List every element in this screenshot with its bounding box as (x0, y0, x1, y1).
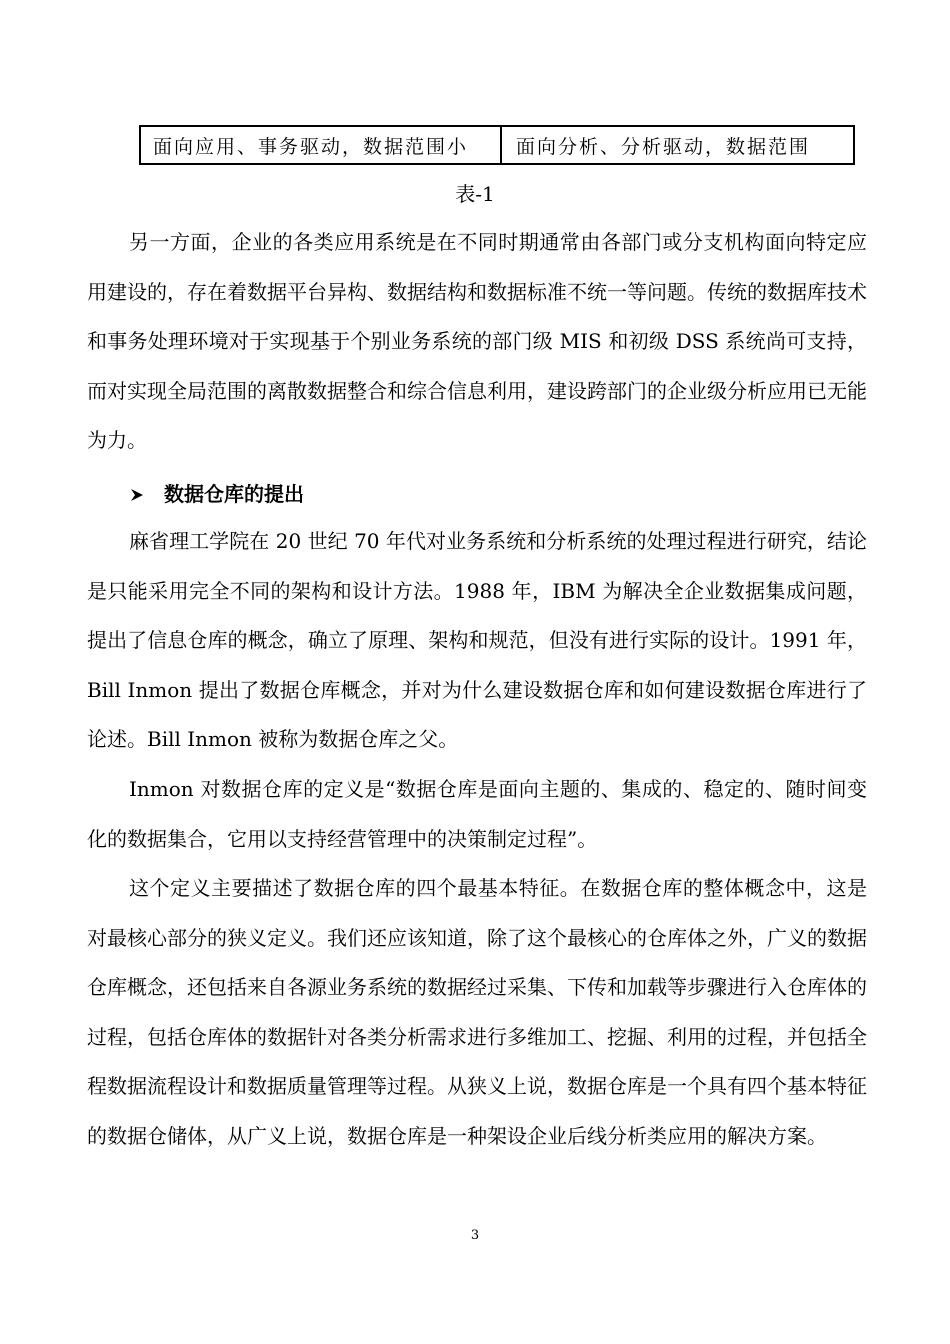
comparison-table-row (139, 125, 855, 165)
paragraph-2: 麻省理工学院在 20 世纪 70 年代对业务系统和分析系统的处理过程进行研究，结论是只能采用完全不同的架构和设计方法。1988 年，IBM 为解决全企业数据集成问题，提出了信息仓库的概念，确立了原理、架构和规范，但没有进行实际的设计。1991 年，Bill Inmon 提出了数据仓库概念，并对为什么建设数据仓库和如何建设数据仓库进行了论述。Bill Inmon 被称为数据仓库之父。 (87, 529, 867, 751)
section-heading (130, 470, 304, 520)
table-cell-right: 面向分析、分析驱动，数据范围 (516, 135, 811, 158)
arrow-bullet-icon (130, 488, 144, 502)
table-caption: 表-1 (455, 182, 495, 206)
paragraph-3: Inmon 对数据仓库的定义是“数据仓库是面向主题的、集成的、稳定的、随时间变化的数据集合，它用以支持经营管理中的决策制定过程”。 (87, 777, 867, 851)
paragraph-4: 这个定义主要描述了数据仓库的四个最基本特征。在数据仓库的整体概念中，这是对最核心部分的狭义定义。我们还应该知道，除了这个最核心的仓库体之外，广义的数据仓库概念，还包括来自各源业务系统的数据经过采集、下传和加载等步骤进行入仓库体的过程，包括仓库体的数据针对各类分析需求进行多维加工、挖掘、利用的过程，并包括全程数据流程设计和数据质量管理等过程。从狭义上说，数据仓库是一个具有四个基本特征的数据仓储体，从广义上说，数据仓库是一种架设企业后线分析类应用的解决方案。 (87, 876, 867, 1148)
page-number: 3 (470, 1228, 480, 1243)
paragraph-1: 另一方面，企业的各类应用系统是在不同时期通常由各部门或分支机构面向特定应用建设的，存在着数据平台异构、数据结构和数据标准不统一等问题。传统的数据库技术和事务处理环境对于实现基于个别业务系统的部门级 MIS 和初级 DSS 系统尚可支持，而对实现全局范围的离散数据整合和综合信息利用，建设跨部门的企业级分析应用已无能为力。 (87, 230, 867, 452)
table-cell-left: 面向应用、事务驱动，数据范围小 (141, 127, 502, 163)
section-heading-text: 数据仓库的提出 (164, 482, 304, 506)
